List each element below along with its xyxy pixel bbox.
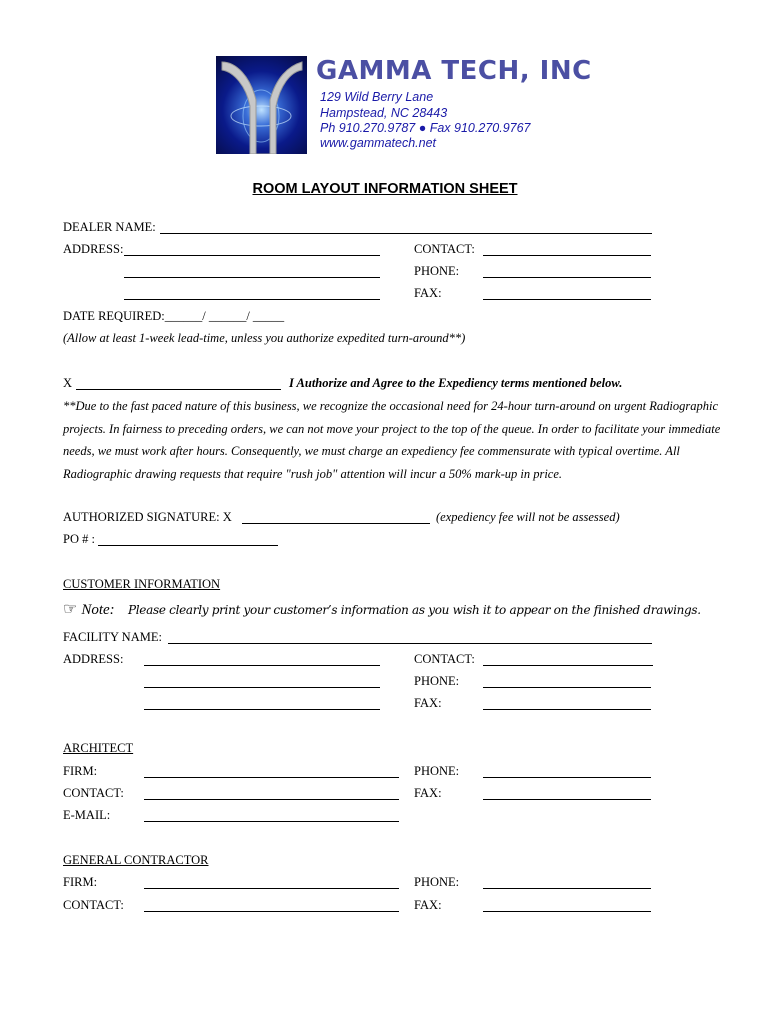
- company-address-line1: 129 Wild Berry Lane: [320, 90, 434, 104]
- contractor-firm-label: FIRM:: [63, 875, 98, 889]
- contractor-fax-label: FAX:: [414, 898, 442, 912]
- dealer-address-field-2[interactable]: [124, 277, 380, 278]
- authorize-agree-text: I Authorize and Agree to the Expediency terms mentioned below.: [289, 376, 623, 390]
- pointing-hand-icon: ☞: [63, 601, 78, 618]
- dealer-contact-field[interactable]: [483, 255, 651, 256]
- contractor-phone-label: PHONE:: [414, 875, 460, 889]
- architect-fax-field[interactable]: [483, 799, 651, 800]
- architect-firm-label: FIRM:: [63, 764, 98, 778]
- contractor-firm-field[interactable]: [144, 888, 399, 889]
- customer-address-field-3[interactable]: [144, 709, 380, 710]
- company-phone-fax: Ph 910.270.9787 ● Fax 910.270.9767: [320, 121, 531, 135]
- date-required-field[interactable]: DATE REQUIRED:______/ ______/ _____: [63, 309, 285, 323]
- company-logo: [216, 56, 307, 154]
- page-title: ROOM LAYOUT INFORMATION SHEET: [252, 181, 518, 197]
- customer-info-heading: CUSTOMER INFORMATION: [63, 577, 221, 591]
- dealer-name-label: DEALER NAME:: [63, 220, 156, 234]
- customer-fax-label: FAX:: [414, 696, 442, 710]
- architect-phone-field[interactable]: [483, 777, 651, 778]
- architect-contact-label: CONTACT:: [63, 786, 124, 800]
- general-contractor-heading: GENERAL CONTRACTOR: [63, 853, 209, 867]
- authorize-x-mark: X: [63, 376, 73, 390]
- customer-contact-label: CONTACT:: [414, 652, 475, 666]
- authorize-initial-field[interactable]: [76, 389, 281, 390]
- contractor-fax-field[interactable]: [483, 911, 651, 912]
- dealer-contact-label: CONTACT:: [414, 242, 475, 256]
- architect-contact-field[interactable]: [144, 799, 399, 800]
- lead-time-note: (Allow at least 1-week lead-time, unless you authorize expedited turn-around**): [63, 331, 466, 345]
- gamma-logo-icon: [216, 56, 307, 154]
- customer-address-field-1[interactable]: [144, 665, 380, 666]
- po-number-field[interactable]: [98, 545, 278, 546]
- dealer-address-field-1[interactable]: [124, 255, 380, 256]
- facility-name-label: FACILITY NAME:: [63, 630, 162, 644]
- contractor-contact-field[interactable]: [144, 911, 399, 912]
- architect-email-label: E-MAIL:: [63, 808, 111, 822]
- company-website[interactable]: www.gammatech.net: [320, 136, 437, 150]
- company-address-line2: Hampstead, NC 28443: [320, 106, 448, 120]
- expediency-disclaimer: **Due to the fast paced nature of this business, we recognize the occasional need for 24-hour turn-around on urgent Radiographic projects. In fairness to preceding orders, we can not move your project to the top of the queue. In order to facilitate your immediate needs, we must work after hours. Consequently, we must charge an expediency fee commensurate with typical overtime. All Radiographic drawing requests that require "rush job" attention will incur a 50% mark-up in price.: [63, 399, 721, 481]
- architect-firm-field[interactable]: [144, 777, 399, 778]
- contractor-contact-label: CONTACT:: [63, 898, 124, 912]
- dealer-fax-field[interactable]: [483, 299, 651, 300]
- dealer-address-field-3[interactable]: [124, 299, 380, 300]
- dealer-address-label: ADDRESS:: [63, 242, 124, 256]
- company-name: GAMMA TECH, INC: [316, 56, 592, 86]
- customer-address-label: ADDRESS:: [63, 652, 124, 666]
- authorized-signature-label: AUTHORIZED SIGNATURE: X: [63, 510, 232, 524]
- po-number-label: PO # :: [63, 532, 95, 546]
- customer-note-label: Note:: [81, 602, 115, 618]
- customer-contact-field[interactable]: [483, 665, 653, 666]
- contractor-phone-field[interactable]: [483, 888, 651, 889]
- architect-email-field[interactable]: [144, 821, 399, 822]
- dealer-phone-label: PHONE:: [414, 264, 460, 278]
- authorized-signature-field[interactable]: [242, 523, 430, 524]
- customer-note-text: Please clearly print your customer’s information as you wish it to appear on the finished drawings.: [128, 603, 701, 617]
- architect-heading: ARCHITECT: [63, 741, 134, 755]
- customer-phone-field[interactable]: [483, 687, 651, 688]
- expediency-fee-note: (expediency fee will not be assessed): [436, 510, 620, 524]
- facility-name-field[interactable]: [168, 643, 652, 644]
- dealer-fax-label: FAX:: [414, 286, 442, 300]
- architect-phone-label: PHONE:: [414, 764, 460, 778]
- dealer-name-field[interactable]: [160, 233, 652, 234]
- architect-fax-label: FAX:: [414, 786, 442, 800]
- customer-address-field-2[interactable]: [144, 687, 380, 688]
- customer-fax-field[interactable]: [483, 709, 651, 710]
- dealer-phone-field[interactable]: [483, 277, 651, 278]
- customer-phone-label: PHONE:: [414, 674, 460, 688]
